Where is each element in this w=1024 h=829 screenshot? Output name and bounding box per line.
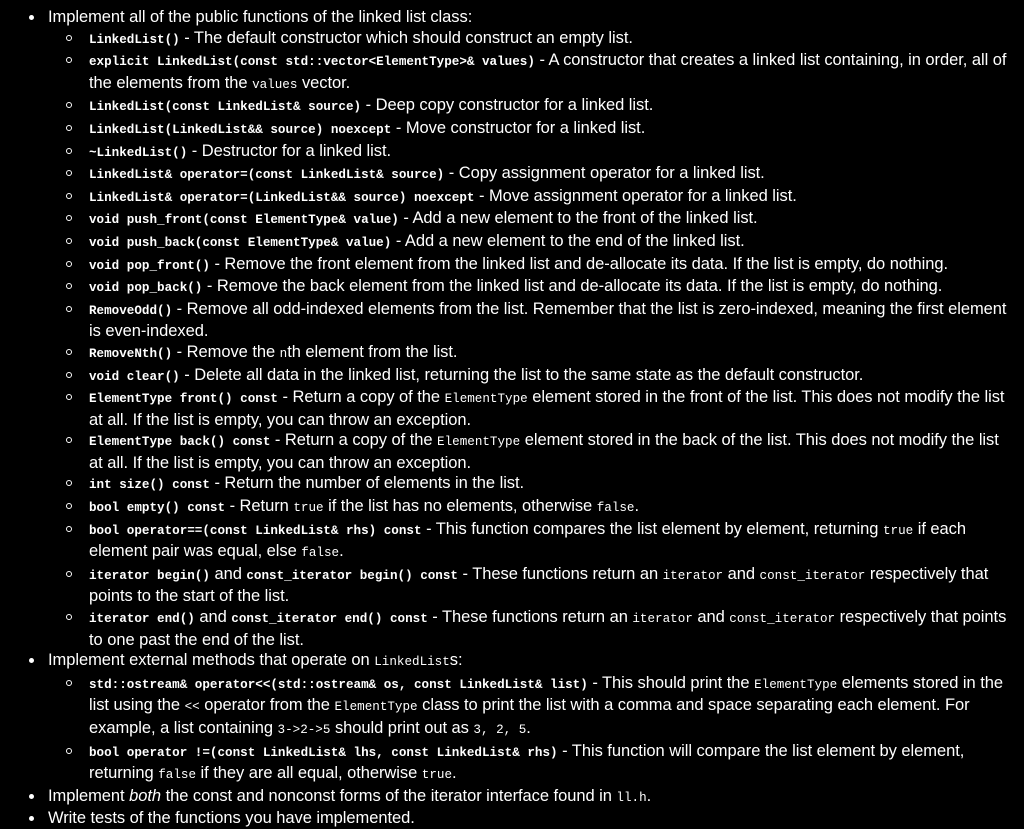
signature: void push_back(const ElementType& value)	[89, 235, 392, 250]
signature: ~LinkedList()	[89, 145, 188, 160]
list-item	[48, 231, 1024, 254]
description: - Return a copy of the	[277, 388, 445, 407]
inline-code: ElementType	[444, 392, 528, 407]
description: element stored in the back of the list. This does not modify the list at all. If the list is empty, you can throw an exception.	[89, 431, 999, 472]
list-item	[48, 50, 1024, 95]
inline-code: true	[421, 768, 453, 783]
signature: void push_front(const ElementType& value)	[89, 213, 399, 228]
inline-code: <<	[184, 700, 200, 715]
signature: bool operator !=(const LinkedList& lhs, const LinkedList& rhs)	[89, 745, 558, 760]
list-item	[48, 496, 1024, 519]
signature: LinkedList()	[89, 32, 180, 47]
list-item	[48, 141, 1024, 164]
signature: RemoveOdd()	[89, 303, 173, 318]
emphasis: both	[129, 786, 162, 805]
description: - Remove all odd-indexed elements from the list. Remember that the list is zero-indexed, meaning the first element is even-indexed.	[89, 299, 1007, 341]
inline-code: true	[293, 501, 324, 516]
signature: bool empty() const	[89, 501, 226, 516]
description: - Move assignment operator for a linked list.	[474, 186, 797, 205]
description: - Add a new element to the front of the linked list.	[398, 209, 758, 228]
signature: void clear()	[89, 369, 180, 384]
inline-code: iterator	[662, 568, 724, 583]
bullet-public-functions	[0, 7, 1024, 650]
inline-code: false	[158, 768, 197, 783]
list-item	[48, 365, 1024, 388]
description: - This function will compare the list element by element, returning	[89, 741, 965, 783]
description: - Remove the front element from the linked list and de-allocate its data. If the list is empty, do nothing.	[209, 254, 949, 273]
inline-code: true	[882, 523, 914, 538]
description: - A constructor that creates a linked list containing, in order, all of the elements from the	[89, 51, 1007, 92]
description: - Deep copy constructor for a linked list.	[361, 96, 654, 115]
description: if the list has no elements, otherwise	[323, 497, 597, 516]
description: elements stored in the list using the	[89, 673, 1003, 715]
inline-code: 3, 2, 5	[473, 723, 527, 737]
description: .	[634, 497, 640, 516]
signature: void pop_back()	[89, 281, 203, 296]
description: and	[194, 608, 232, 627]
description: .	[452, 764, 457, 783]
list-item	[48, 276, 1024, 299]
bullet-iterator-interface	[0, 786, 1024, 809]
description: if they are all equal, otherwise	[196, 764, 422, 783]
description: and	[209, 564, 247, 583]
list-item	[48, 607, 1024, 650]
description: - Remove the	[172, 342, 280, 361]
inline-code: LinkedList	[374, 655, 450, 670]
inline-code: const_iterator	[759, 568, 866, 583]
description: operator from the	[199, 696, 335, 715]
description: respectively that points to the start of the list.	[89, 564, 989, 606]
inline-code: false	[596, 501, 635, 516]
signature: LinkedList(LinkedList&& source) noexcept	[89, 122, 392, 137]
description: if each element pair was equal, else	[89, 519, 966, 561]
description: and	[692, 608, 730, 627]
signature: explicit LinkedList(const std::vector<ElementType>& values)	[89, 55, 535, 70]
signature: ElementType back() const	[89, 435, 271, 450]
inline-code: ElementType	[334, 700, 418, 715]
description: - Return	[225, 497, 294, 516]
signature: RemoveNth()	[89, 346, 173, 361]
inline-code: const_iterator	[729, 612, 836, 627]
description: - Add a new element to the end of the linked list.	[391, 231, 745, 250]
description: - These functions return an	[427, 608, 633, 627]
signature: LinkedList& operator=(const LinkedList& source)	[89, 168, 445, 183]
description: - Return the number of elements in the list.	[209, 474, 525, 493]
signature: const_iterator end() const	[231, 612, 428, 627]
signature: void pop_front()	[89, 258, 210, 273]
bullet-write-tests	[0, 808, 1024, 829]
list-item	[48, 254, 1024, 277]
description: .	[526, 719, 531, 737]
description: th element from the list.	[287, 342, 458, 361]
description: - Return a copy of the	[270, 431, 438, 450]
inline-code: n	[279, 346, 288, 361]
description: and	[723, 564, 760, 583]
list-item	[48, 387, 1024, 430]
list-item	[48, 95, 1024, 118]
list-item	[48, 741, 1024, 786]
bullet-text: Implement external methods that operate on	[48, 651, 375, 670]
inline-code: false	[301, 546, 340, 561]
description: vector.	[297, 73, 351, 92]
inline-code: ll.h	[616, 790, 647, 805]
list-item	[48, 186, 1024, 209]
list-item	[48, 673, 1024, 741]
list-item	[48, 299, 1024, 342]
signature: iterator end()	[89, 612, 195, 627]
description: - Remove the back element from the linked list and de-allocate its data. If the list is empty, do nothing.	[202, 277, 943, 296]
list-item	[48, 430, 1024, 473]
bullet-text: Implement all of the public functions of the linked list class:	[48, 8, 473, 26]
bullet-text: .	[646, 786, 652, 805]
bullet-text: the const and nonconst forms of the iterator interface found in	[161, 786, 617, 805]
list-item	[48, 342, 1024, 365]
description: - This should print the	[587, 673, 755, 692]
description: respectively that points to one past the end of the list.	[89, 608, 1007, 649]
list-item	[48, 118, 1024, 141]
inline-code: ElementType	[437, 435, 521, 450]
description: - These functions return an	[458, 564, 663, 583]
list-item	[48, 473, 1024, 496]
inline-code: values	[252, 77, 298, 92]
public-functions-list	[48, 28, 1024, 651]
description: class to print the list with a comma and space separating each element. For example, a list containing	[89, 696, 970, 737]
signature: int size() const	[89, 478, 210, 493]
description: element stored in the front of the list. This does not modify the list at all. If the list is empty, you can throw an exception.	[89, 388, 1005, 429]
list-item	[48, 519, 1024, 564]
signature: LinkedList& operator=(LinkedList&& source) noexcept	[89, 190, 475, 205]
description: - Move constructor for a linked list.	[391, 118, 646, 137]
signature: iterator begin()	[89, 568, 210, 583]
description: .	[339, 542, 344, 561]
signature: const_iterator begin() const	[246, 568, 458, 583]
list-item	[48, 208, 1024, 231]
signature: ElementType front() const	[89, 392, 278, 407]
external-methods-list	[48, 673, 1024, 786]
bullet-text: Implement	[48, 786, 130, 805]
list-item	[48, 564, 1024, 607]
description: - Copy assignment operator for a linked list.	[444, 164, 765, 183]
signature: LinkedList(const LinkedList& source)	[89, 100, 362, 115]
bullet-external-methods	[0, 650, 1024, 786]
inline-code: iterator	[632, 612, 693, 627]
description: - Destructor for a linked list.	[187, 141, 392, 160]
bullet-text: Write tests of the functions you have implemented.	[48, 809, 415, 828]
list-item	[48, 28, 1024, 51]
description: - The default constructor which should construct an empty list.	[179, 28, 633, 47]
description: - This function compares the list element by element, returning	[421, 519, 883, 538]
signature: std::ostream& operator<<(std::ostream& os, const LinkedList& list)	[89, 677, 588, 692]
description: - Delete all data in the linked list, returning the list to the same state as the default constructor.	[179, 365, 864, 384]
signature: bool operator==(const LinkedList& rhs) const	[89, 523, 422, 538]
inline-code: ElementType	[754, 677, 838, 692]
description: should print out as	[330, 719, 474, 737]
inline-code: 3->2->5	[277, 723, 331, 737]
list-item	[48, 163, 1024, 186]
outer-list	[0, 7, 1024, 829]
bullet-text: s:	[449, 651, 463, 670]
